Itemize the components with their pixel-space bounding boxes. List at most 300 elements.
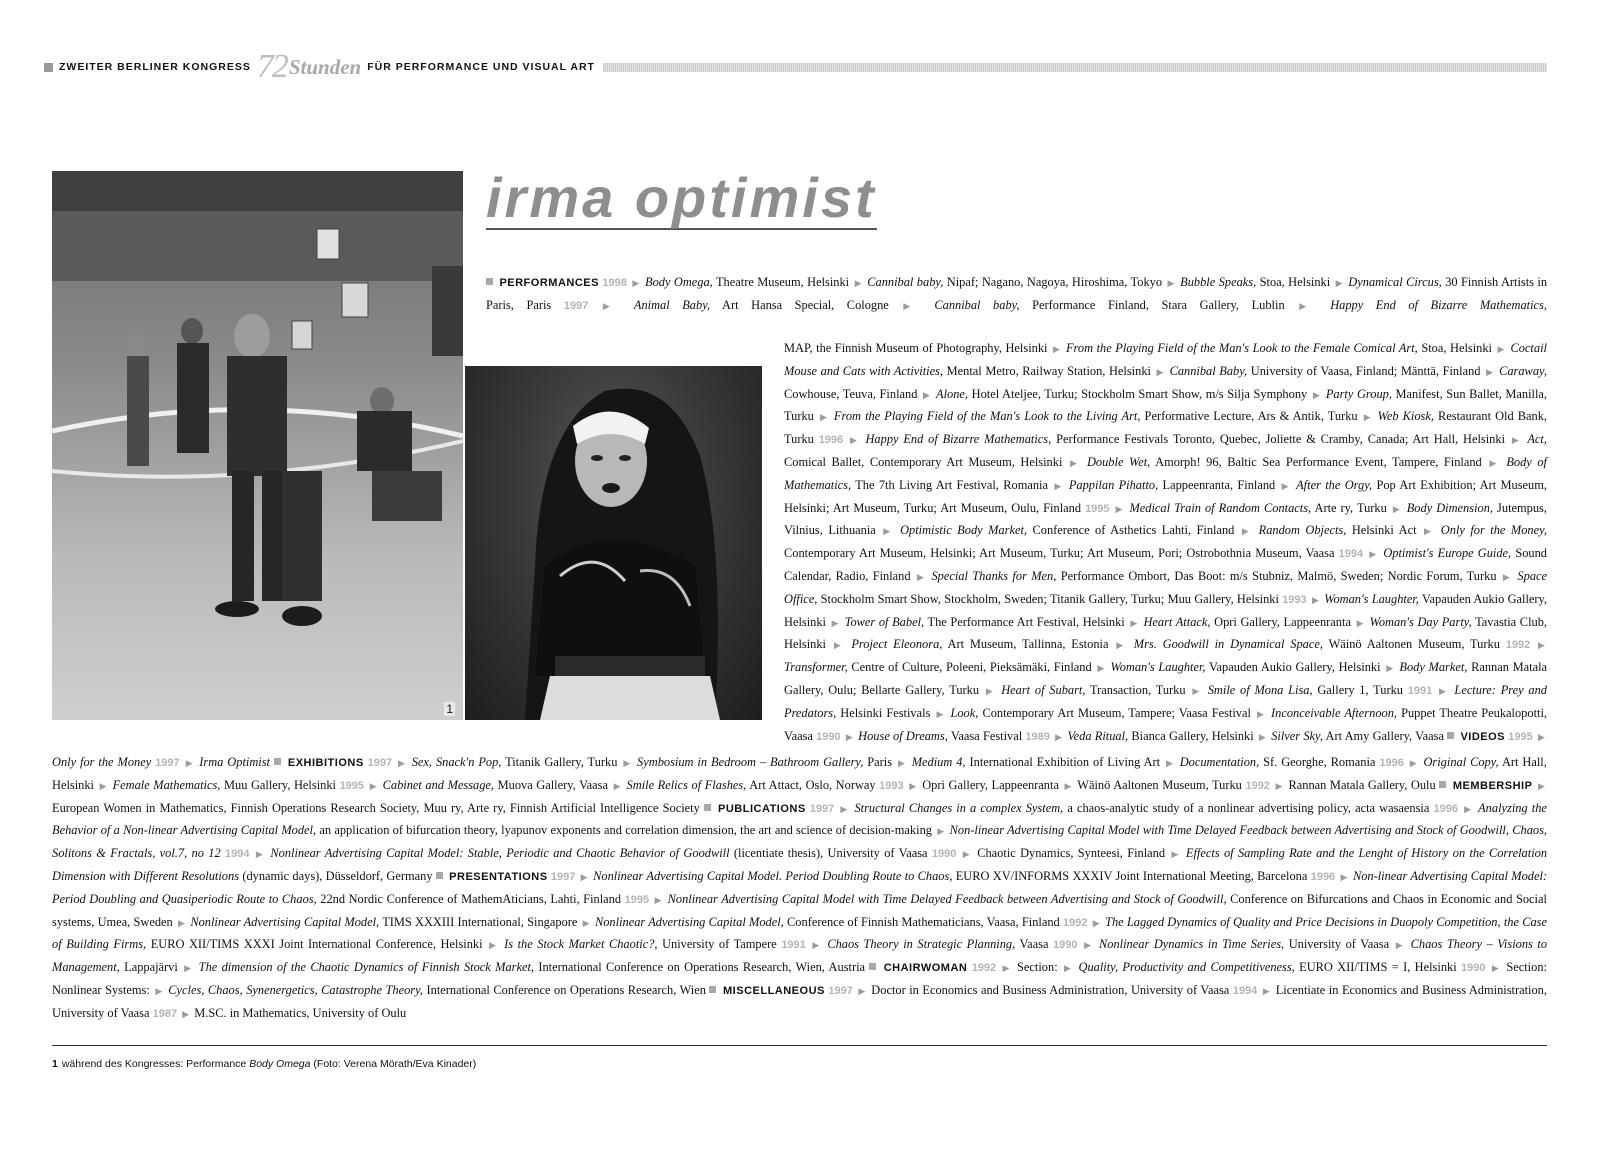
header-congress-label: ZWEITER BERLINER KONGRESS [59,61,251,73]
entry-year: 1992 [1505,639,1531,652]
section-heading: PRESENTATIONS [449,870,548,883]
entry-year: 1995 [624,893,650,906]
arrow-icon: ▶ [1395,940,1405,951]
entry-text: Rannan Matala Gallery, Oulu [1288,777,1436,792]
arrow-icon: ▶ [1340,871,1348,882]
entry-text: Opri Gallery, Lappeenranta [1214,614,1351,629]
square-bullet-icon [44,63,53,72]
entry-text: Nipaf; Nagano, Nagoya, Hiroshima, Tokyo [946,275,1163,289]
work-title: From the Playing Field of the Man's Look to the Female Comical Art, [1065,341,1418,355]
work-title: Chaos Theory – Visions to Management, [52,937,1548,975]
entry-text: Hotel Ateljee, Turku; Stockholm Smart Show, m/s Silja Symphony [971,386,1308,401]
caption-text: während des Kongresses: Performance [61,1058,247,1070]
work-title: Animal Baby, [633,297,711,312]
work-title: Cannibal Baby, [1169,363,1248,378]
header-stunden: Stunden [288,54,362,79]
arrow-icon: ▶ [1275,780,1283,791]
arrow-icon: ▶ [854,278,862,288]
arrow-icon: ▶ [1464,803,1472,814]
work-title: Body Omega, [645,275,713,289]
entry-text: European Women in Mathematics, Finnish Operations Research Society, Muu ry, Arte ry, Finnish Artificial Intelligence Society [52,800,700,815]
entry-text: International Exhibition of Living Art [969,755,1161,769]
arrow-icon: ▶ [623,758,632,768]
arrow-icon: ▶ [369,780,378,791]
entry-text: Stockholm Smart Show, Stockholm, Sweden; Titanik Gallery, Turku; Muu Gallery, Helsinki [820,591,1279,606]
entry-text: Muova Gallery, Vaasa [497,777,608,792]
entry-text: Vapauden Aukio Gallery, Helsinki [784,591,1548,629]
arrow-icon: ▶ [850,435,859,446]
entry-text: Sound Calendar, Radio, Finland [784,546,1547,583]
work-title: Non-linear Advertising Capital Model with Time Delayed Feedback between Advertising and Stock of Goodwill, Chaos, Solitons & Fractals, vol.7, no 12 [52,823,1548,861]
work-title: Heart Attack, [1143,614,1211,629]
work-title: Smile of Mona Lisa, [1207,682,1313,697]
section-square-icon [1439,781,1446,788]
photo-caption [52,1058,476,1070]
arrow-icon: ▶ [1311,594,1320,605]
entry-text: Manifest, Sun Ballet, Manilla, Turku [784,386,1548,424]
entry-year: 1993 [879,779,904,792]
work-title: Heart of Subart, [1001,682,1086,697]
arrow-icon: ▶ [1092,917,1100,928]
arrow-icon: ▶ [1053,344,1061,354]
portrait-photo-image [465,366,762,720]
work-title: The dimension of the Chaotic Dynamics of Finnish Stock Market, [198,960,534,975]
entry-year: 1990 [931,848,957,861]
arrow-icon: ▶ [833,640,844,651]
entry-text: Performance Finland, Stara Gallery, Lublin [1032,297,1285,312]
work-title: Inconceivable Afternoon, [1271,705,1398,720]
arrow-icon: ▶ [898,758,906,768]
entry-text: Chaotic Dynamics, Synteesi, Finland [977,846,1166,861]
arrow-icon: ▶ [883,526,893,537]
entry-year: 1989 [1025,730,1050,743]
section-square-icon [274,758,281,765]
entry-year: 1997 [809,802,835,815]
arrow-icon: ▶ [1424,526,1434,537]
work-title: Silver Sky, [1271,728,1323,743]
bio-text-top [486,272,1547,338]
work-title: Space Office, [784,568,1548,606]
arrow-icon: ▶ [819,412,828,423]
caption-work-title: Body Omega [249,1058,311,1070]
work-title: Mrs. Goodwill in Dynamical Space, [1133,637,1323,652]
entry-year: 1997 [828,984,853,997]
arrow-icon: ▶ [1115,503,1124,514]
entry-year: 1996 [1433,802,1458,815]
entry-text: Cowhouse, Teuva, Finland [784,386,918,401]
work-title: Caraway, [1499,363,1547,378]
section-square-icon [869,963,876,970]
entry-text: Helsinki Festivals [840,705,931,720]
work-title: Female Mathematics, [112,777,221,792]
work-title: Only for the Money [52,755,152,769]
section-heading: MEMBERSHIP [1452,779,1533,792]
work-title: Nonlinear Advertising Capital Model, [594,914,784,929]
entry-text: Pop Art Exhibition; Art Museum, Helsinki; Art Museum, Turku; Art Museum, Oulu, Finland [784,477,1547,515]
arrow-icon: ▶ [1409,758,1418,768]
entry-text: Puppet Theatre Peukalopotti, Vaasa [784,705,1547,743]
entry-text: Muu Gallery, Helsinki [223,777,336,792]
arrow-icon: ▶ [1054,480,1063,491]
work-title: Symbosium in Bedroom – Bathroom Gallery, [637,755,864,769]
work-title: Documentation, [1179,755,1260,769]
entry-text: Art Attact, Oslo, Norway [749,777,876,792]
arrow-icon: ▶ [1439,685,1448,696]
work-title: Double Wet, [1086,454,1151,469]
work-title: From the Playing Field of the Man's Look to the Living Art, [833,409,1141,424]
work-title: Woman's Laughter, [1110,660,1206,675]
entry-text: Wäinö Aaltonen Museum, Turku [1077,777,1242,792]
work-title: Optimist's Europe Guide, [1383,546,1512,561]
work-title: Cannibal baby, [934,297,1020,312]
arrow-icon: ▶ [580,871,588,882]
entry-year: 1996 [1310,870,1336,883]
work-title: Tower of Babel, [844,614,925,629]
entry-year: 1992 [1245,779,1270,792]
entry-text: 22nd Nordic Conference of MathemAticians, Lahti, Finland [320,891,622,906]
section-heading: MISCELLANEOUS [723,984,825,997]
entry-text: Titanik Gallery, Turku [505,755,618,769]
entry-text: International Conference on Operations Research, Wien [426,982,706,997]
arrow-icon: ▶ [1538,780,1545,791]
performance-photo-image [52,171,463,720]
arrow-icon: ▶ [923,389,931,400]
entry-text: EURO XII/TIMS XXXI Joint International Conference, Helsinki [150,937,483,952]
entry-text: International Conference on Operations Research, Wien, Austria [538,960,866,975]
work-title: Look, [950,705,979,720]
arrow-icon: ▶ [182,1008,190,1019]
entry-year: 1994 [1232,984,1258,997]
entry-text: University of Tampere [662,937,777,952]
footer-rule [52,1045,1547,1046]
caption-credit: (Foto: Verena Mörath/Eva Kinader) [313,1058,477,1070]
arrow-icon: ▶ [602,300,620,311]
arrow-icon: ▶ [1489,457,1499,468]
entry-year: 1993 [1282,593,1307,606]
photo-number-label: 1 [446,702,453,716]
entry-text: (dynamic days), Düsseldorf, Germany [242,868,433,883]
section-square-icon [1447,732,1454,739]
work-title: Act, [1527,432,1547,447]
arrow-icon: ▶ [1258,731,1266,742]
bio-text-right [784,338,1547,752]
work-title: Pappilan Pihatto, [1068,477,1159,492]
arrow-icon: ▶ [1167,278,1175,288]
entry-text: Rannan Matala Gallery, Oulu; Bellarte Gallery, Turku [784,660,1548,697]
entry-text: Stoa, Helsinki [1259,275,1331,289]
arrow-icon: ▶ [936,708,945,719]
entry-year: 1997 [563,299,589,312]
work-title: Body Dimension, [1406,500,1494,515]
entry-text: The Performance Art Festival, Helsinki [927,614,1125,629]
work-title: Bubble Speaks, [1180,275,1257,289]
arrow-icon: ▶ [1241,526,1252,537]
entry-text: Stoa, Helsinki [1421,341,1492,355]
arrow-icon: ▶ [582,917,590,928]
entry-text: Jutempus, Vilnius, Lithuania [784,500,1547,538]
work-title: Cycles, Chaos, Synenergetics, Catastrophe Theory, [168,982,424,997]
work-title: Cabinet and Message, [382,777,495,792]
entry-text: M.SC. in Mathematics, University of Oulu [194,1005,407,1020]
entry-text: Arte ry, Turku [1314,500,1387,515]
entry-text: Vapauden Aukio Gallery, Helsinki [1208,660,1381,675]
arrow-icon: ▶ [1538,640,1545,651]
entry-text: Vaasa [1019,937,1049,952]
work-title: Nonlinear Advertising Capital Model, [190,914,380,929]
entry-text: Mental Metro, Railway Station, Helsinki [946,363,1151,378]
section-square-icon [436,872,443,879]
work-title: Effects of Sampling Rate and the Lenght of History on the Correlation Dimension with Different Resolutions [52,846,1548,883]
arrow-icon: ▶ [937,826,945,837]
entry-text: Licentiate in Economics and Business Administration, University of Vaasa [52,982,1547,1020]
arrow-icon: ▶ [1166,758,1174,768]
section-square-icon [709,986,716,993]
work-title: Alone, [936,386,969,401]
work-title: Nonlinear Dynamics in Time Series, [1099,937,1285,952]
entry-text: Helsinki Act [1351,523,1417,538]
entry-text: (licentiate thesis), University of Vaasa [733,846,928,861]
work-title: Analyzing the Behavior of a Non-linear Advertising Capital Model, [52,800,1547,838]
section-square-icon [704,804,711,811]
entry-text: TIMS XXXIII International, Singapore [382,914,578,929]
arrow-icon: ▶ [845,731,853,742]
bio-text-bottom [52,752,1547,1026]
entry-text: Paris [867,755,893,769]
arrow-icon: ▶ [1063,963,1073,974]
entry-text: Art Museum, Tallinna, Estonia [947,637,1109,652]
entry-text: Restaurant Old Bank, Turku [784,409,1547,447]
arrow-icon: ▶ [1002,963,1011,974]
entry-text: MAP, the Finnish Museum of Photography, Helsinki [784,341,1048,355]
work-title: Transformer, [784,660,848,675]
entry-text: Performance Festivals Toronto, Quebec, Joliette & Cramby, Canada; Art Hall, Helsinki [1056,432,1506,447]
arrow-icon: ▶ [1537,731,1545,742]
entry-year: 1995 [1508,730,1533,743]
work-title: Non-linear Advertising Capital Model: Period Doubling and Quasiperiodic Route to Chaos, [52,868,1548,906]
work-title: Chaos Theory in Strategic Planning, [827,937,1016,952]
work-title: Nonlinear Advertising Capital Model: Stable, Periodic and Chaotic Behavior of Goodwill [270,846,730,861]
work-title: Quality, Productivity and Competitiveness, [1078,960,1295,975]
arrow-icon: ▶ [489,940,498,951]
entry-text: Sf. Georghe, Romania [1263,755,1376,769]
entry-text: EURO XV/INFORMS XXXIV Joint International Meeting, Barcelona [955,868,1308,883]
work-title: Irma Optimist [199,755,270,769]
entry-text: Vaasa Festival [950,728,1023,743]
arrow-icon: ▶ [613,780,621,791]
arrow-icon: ▶ [1116,640,1126,651]
entry-text: Lappajärvi [124,960,178,975]
work-title: House of Dreams, [858,728,948,743]
work-title: Random Objects, [1258,523,1347,538]
entry-year: 1995 [1085,502,1110,515]
arrow-icon: ▶ [1502,571,1512,582]
arrow-icon: ▶ [985,685,995,696]
work-title: Party Group, [1325,386,1392,401]
arrow-icon: ▶ [632,278,640,288]
work-title: Cannibal baby, [867,275,944,289]
work-title: Medium 4, [911,755,966,769]
performance-photo [52,171,463,720]
work-title: Original Copy, [1423,755,1499,769]
arrow-icon: ▶ [1055,731,1063,742]
work-title: After the Orgy, [1296,477,1373,492]
work-title: Only for the Money, [1440,523,1548,538]
work-title: Happy End of Bizarre Mathematics, [1330,297,1547,312]
entry-text: Bianca Gallery, Helsinki [1131,728,1254,743]
entry-year: 1994 [1338,548,1364,561]
entry-text: Contemporary Art Museum, Helsinki; Art Museum, Turku; Art Museum, Pori; Ostrobothnia Museum, Vaasa [784,546,1335,561]
arrow-icon: ▶ [840,803,849,814]
arrow-icon: ▶ [1192,685,1201,696]
entry-text: Tavastia Club, Helsinki [784,614,1547,652]
section-heading: PUBLICATIONS [718,802,806,815]
arrow-icon: ▶ [1392,503,1401,514]
work-title: Project Eleonora, [851,637,943,652]
arrow-icon: ▶ [1312,389,1321,400]
section-heading: VIDEOS [1460,730,1506,743]
entry-year: 1992 [1063,916,1088,929]
arrow-icon: ▶ [184,963,193,974]
work-title: Medical Train of Random Contacts, [1129,500,1312,515]
section-heading: PERFORMANCES [499,277,599,289]
arrow-icon: ▶ [255,849,264,860]
entry-text: Conference on Bifurcations and Chaos in Economic and Social systems, Umea, Sweden [52,891,1547,929]
arrow-icon: ▶ [1386,663,1394,674]
entry-year: 1997 [550,870,576,883]
arrow-icon: ▶ [903,300,920,311]
entry-text: EURO XII/TIMS = I, Helsinki [1299,960,1457,975]
entry-year: 1990 [1461,962,1486,975]
section-heading: CHAIRWOMAN [883,962,968,975]
arrow-icon: ▶ [398,758,406,768]
work-title: Happy End of Bizarre Mathematics, [865,432,1052,447]
entry-text: Conference of Finnish Mathematicians, Vaasa, Finland [787,914,1060,929]
work-title: Special Thanks for Men, [931,568,1057,583]
arrow-icon: ▶ [1369,549,1378,560]
entry-year: 1992 [971,962,997,975]
arrow-icon: ▶ [1130,617,1138,628]
header-subtitle: FÜR PERFORMANCE UND VISUAL ART [367,61,595,73]
arrow-icon: ▶ [909,780,917,791]
arrow-icon: ▶ [1281,480,1290,491]
entry-text: an application of bifurcation theory, lyapunov exponents and correlation dimension, the art and science of decision-making [319,823,932,838]
entry-year: 1995 [339,779,365,792]
entry-text: Performative Lecture, Ars & Antik, Turku [1144,409,1358,424]
entry-text: Section: [1017,960,1058,975]
entry-text: Performance Ombort, Das Boot: m/s Stubniz, Malmö, Sweden; Nordic Forum, Turku [1060,568,1497,583]
entry-text: Amorph! 96, Baltic Sea Performance Event, Tampere, Finland [1155,454,1482,469]
work-title: Is the Stock Market Chaotic?, [504,937,658,952]
entry-text: Opri Gallery, Lappeenranta [922,777,1059,792]
arrow-icon: ▶ [831,617,840,628]
entry-text: Wäinö Aaltonen Museum, Turku [1328,637,1500,652]
arrow-icon: ▶ [916,571,926,582]
entry-year: 1990 [816,730,841,743]
work-title: Body Market, [1399,660,1468,675]
entry-text: Conference of Asthetics Lahti, Finland [1032,523,1235,538]
work-title: Coctail Mouse and Cats with Activities, [784,341,1547,378]
entry-text: Art Hall, Helsinki [52,755,1547,792]
arrow-icon: ▶ [1491,963,1500,974]
entry-text: Contemporary Art Museum, Tampere; Vaasa Festival [982,705,1251,720]
entry-year: 1991 [1407,684,1433,697]
arrow-icon: ▶ [812,940,821,951]
entry-text: Art Hansa Special, Cologne [722,297,889,312]
entry-text: Theatre Museum, Helsinki [715,275,850,289]
arrow-icon: ▶ [1064,780,1072,791]
entry-year: 1990 [1053,939,1078,952]
work-title: Web Kiosk, [1377,409,1434,424]
header-number: 72 [256,48,287,85]
arrow-icon: ▶ [1156,366,1164,377]
entry-year: 1997 [367,757,393,769]
entry-text: Comical Ballet, Contemporary Art Museum, Helsinki [784,454,1063,469]
portrait-photo [465,366,762,720]
arrow-icon: ▶ [1069,457,1080,468]
entry-text: 30 Finnish Artists in Paris, Paris [486,275,1548,312]
entry-year: 1994 [225,848,250,861]
entry-text: Lappeenranta, Finland [1162,477,1276,492]
arrow-icon: ▶ [1299,300,1316,311]
entry-year: 1987 [152,1007,178,1020]
arrow-icon: ▶ [1262,985,1271,996]
entry-year: 1996 [1379,757,1404,769]
arrow-icon: ▶ [155,985,163,996]
work-title: The Lagged Dynamics of Quality and Price Decisions in Duopoly Competition, the Case of Building Firms, [52,914,1547,952]
work-title: Woman's Laughter, [1324,591,1419,606]
entry-text: Section: Nonlinear Systems: [52,960,1547,997]
arrow-icon: ▶ [99,780,107,791]
arrow-icon: ▶ [1511,435,1521,446]
entry-year: 1996 [818,434,844,447]
work-title: Body of Mathematics, [784,454,1547,492]
work-title: Optimistic Body Market, [900,523,1027,538]
entry-text: Doctor in Economics and Business Administration, University of Vaasa [871,982,1230,997]
arrow-icon: ▶ [1486,366,1494,377]
arrow-icon: ▶ [1257,708,1265,719]
arrow-icon: ▶ [1497,344,1505,354]
entry-text: University of Vaasa, Finland; Mänttä, Finland [1250,363,1481,378]
entry-text: The 7th Living Art Festival, Romania [855,477,1048,492]
artist-name: irma optimist [486,166,877,229]
section-square-icon [486,278,493,285]
work-title: Sex, Snack'n Pop, [411,755,502,769]
entry-text: Transaction, Turku [1090,682,1186,697]
page-header [44,48,1547,85]
entry-text: Art Amy Gallery, Vaasa [1325,728,1444,743]
arrow-icon: ▶ [178,917,186,928]
arrow-icon: ▶ [1356,617,1365,628]
work-title: Dynamical Circus, [1348,275,1442,289]
arrow-icon: ▶ [1097,663,1105,674]
work-title: Structural Changes in a complex System, [854,800,1064,815]
entry-year: 1997 [155,757,180,769]
section-heading: EXHIBITIONS [287,757,364,769]
arrow-icon: ▶ [962,849,971,860]
work-title: Lecture: Prey and Predators, [784,682,1547,720]
work-title: Veda Ritual, [1067,728,1129,743]
entry-year: 1991 [781,939,806,952]
header-rule [603,63,1547,72]
entry-text: Centre of Culture, Poleeni, Pieksämäki, Finland [851,660,1092,675]
work-title: Smile Relics of Flashes, [626,777,747,792]
work-title: Woman's Day Party, [1369,614,1472,629]
entry-text: Gallery 1, Turku [1317,682,1403,697]
arrow-icon: ▶ [858,985,866,996]
arrow-icon: ▶ [1084,940,1093,951]
work-title: Nonlinear Advertising Capital Model with Time Delayed Feedback between Advertising and Stock of Goodwill, [667,891,1227,906]
caption-number: 1 [52,1058,58,1070]
